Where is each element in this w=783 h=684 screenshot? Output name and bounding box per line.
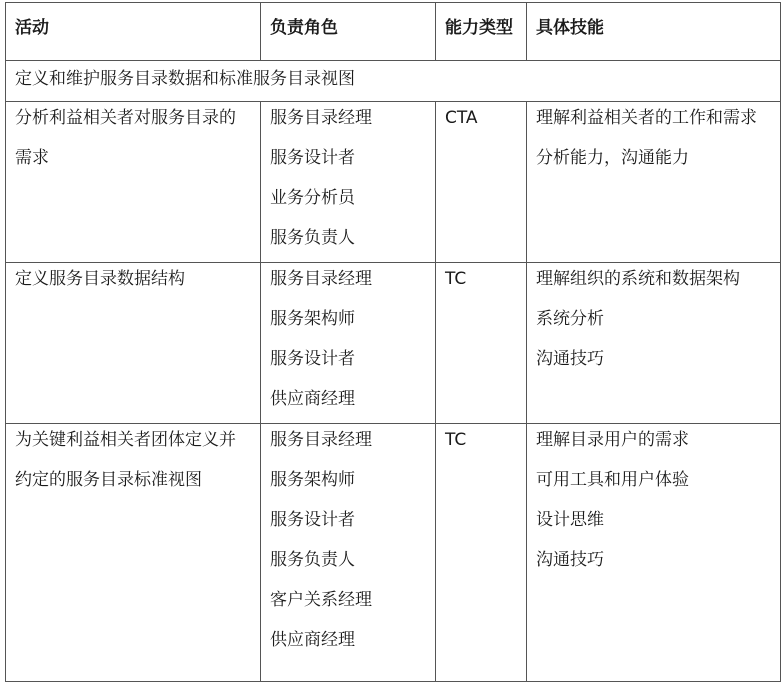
skills-cell bbox=[527, 263, 781, 424]
skills-cell bbox=[527, 102, 781, 263]
activity-line: 为关键利益相关者团体定义并 bbox=[15, 430, 236, 450]
role-item: 服务目录经理 bbox=[270, 108, 372, 128]
skill-item: 分析能力，沟通能力 bbox=[536, 148, 689, 168]
capability-type: CTA bbox=[445, 108, 478, 128]
header-type: 能力类型 bbox=[436, 3, 527, 61]
activity-cell bbox=[6, 263, 261, 424]
role-item: 服务架构师 bbox=[270, 309, 355, 329]
capability-type: TC bbox=[445, 430, 467, 450]
role-item: 服务目录经理 bbox=[270, 269, 372, 289]
roles-cell bbox=[261, 102, 436, 263]
role-item: 供应商经理 bbox=[270, 630, 355, 650]
role-item: 服务架构师 bbox=[270, 470, 355, 490]
table-row bbox=[6, 263, 781, 424]
roles-cell bbox=[261, 424, 436, 682]
skills-table bbox=[5, 2, 781, 682]
activity-line: 定义服务目录数据结构 bbox=[15, 269, 185, 289]
role-item: 服务目录经理 bbox=[270, 430, 372, 450]
role-item: 服务负责人 bbox=[270, 228, 355, 248]
skills-cell bbox=[527, 424, 781, 682]
role-item: 服务设计者 bbox=[270, 349, 355, 369]
activity-cell bbox=[6, 102, 261, 263]
role-item: 供应商经理 bbox=[270, 389, 355, 409]
role-item: 服务负责人 bbox=[270, 550, 355, 570]
type-cell bbox=[436, 424, 527, 682]
skill-item: 可用工具和用户体验 bbox=[536, 470, 689, 490]
skill-item: 理解组织的系统和数据架构 bbox=[536, 269, 740, 289]
activity-line: 需求 bbox=[15, 148, 49, 168]
header-skills: 具体技能 bbox=[527, 3, 781, 61]
section-row bbox=[6, 61, 781, 102]
activity-cell bbox=[6, 424, 261, 682]
type-cell bbox=[436, 263, 527, 424]
skill-item: 理解利益相关者的工作和需求 bbox=[536, 108, 757, 128]
type-cell bbox=[436, 102, 527, 263]
activity-line: 约定的服务目录标准视图 bbox=[15, 470, 202, 490]
role-item: 业务分析员 bbox=[270, 188, 355, 208]
skill-item: 沟通技巧 bbox=[536, 550, 604, 570]
skill-item: 系统分析 bbox=[536, 309, 604, 329]
section-title: 定义和维护服务目录数据和标准服务目录视图 bbox=[6, 61, 781, 102]
header-row bbox=[6, 3, 781, 61]
role-item: 客户关系经理 bbox=[270, 590, 372, 610]
skill-item: 沟通技巧 bbox=[536, 349, 604, 369]
table-row bbox=[6, 102, 781, 263]
role-item: 服务设计者 bbox=[270, 148, 355, 168]
capability-type: TC bbox=[445, 269, 467, 289]
activity-line: 分析利益相关者对服务目录的 bbox=[15, 108, 236, 128]
skill-item: 理解目录用户的需求 bbox=[536, 430, 689, 450]
skill-item: 设计思维 bbox=[536, 510, 604, 530]
header-activity: 活动 bbox=[6, 3, 261, 61]
roles-cell bbox=[261, 263, 436, 424]
header-roles: 负责角色 bbox=[261, 3, 436, 61]
table-row bbox=[6, 424, 781, 682]
role-item: 服务设计者 bbox=[270, 510, 355, 530]
